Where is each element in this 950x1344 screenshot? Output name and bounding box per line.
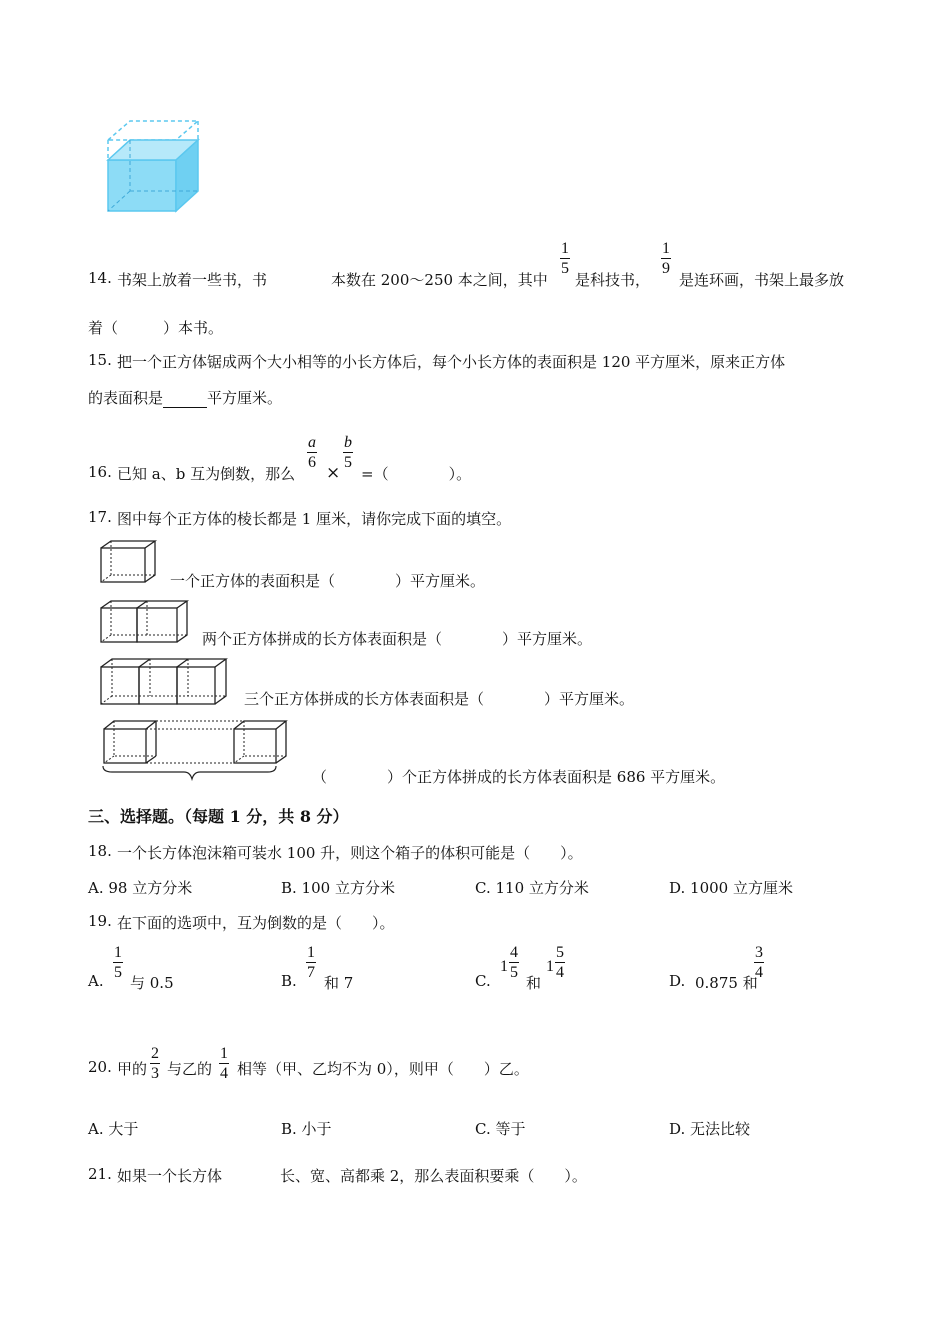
q20-fraction-1	[150, 1044, 160, 1083]
q19-option-c-int-2: 1	[546, 958, 554, 975]
q17-row-2: 两个正方体拼成的长方体表面积是（ ）平方厘米。	[202, 630, 593, 648]
fraction-numerator: 1	[220, 1045, 228, 1062]
fraction-denominator: 6	[308, 454, 316, 471]
fraction-numerator: 1	[307, 944, 315, 961]
q15-line-2-a: 的表面积是	[88, 389, 164, 407]
q20-option-d[interactable]: D. 无法比较	[669, 1120, 751, 1138]
q14-text-d: 是连环画，书架上最多放	[679, 271, 845, 289]
fraction-denominator: 5	[344, 454, 352, 471]
q15-number: 15.	[88, 351, 112, 369]
q19-stem: 在下面的选项中，互为倒数的是（ ）。	[117, 914, 395, 932]
three-cubes-figure	[100, 658, 228, 706]
q19-number: 19.	[88, 912, 112, 930]
fraction-denominator: 5	[561, 260, 569, 277]
q19-option-d-text: 0.875 和	[695, 974, 758, 992]
fraction-numerator: 5	[556, 944, 564, 961]
q20-text-b: 与乙的	[167, 1060, 213, 1078]
q19-option-b-text: 和 7	[324, 974, 354, 992]
fraction-numerator: 1	[662, 240, 670, 257]
q18-number: 18.	[88, 842, 112, 860]
fraction-numerator: 1	[114, 944, 122, 961]
q14-fraction-2	[661, 239, 671, 278]
q14-text-a: 书架上放着一些书，书	[117, 271, 268, 289]
q18-option-b[interactable]: B. 100 立方分米	[281, 879, 395, 897]
q19-option-c-fraction-1	[509, 943, 519, 982]
q17-number: 17.	[88, 508, 112, 526]
q19-option-c-int-1: 1	[500, 958, 508, 975]
answer-blank[interactable]	[163, 393, 207, 408]
q16-fraction-a	[307, 433, 317, 472]
q19-option-d-label[interactable]: D.	[669, 972, 686, 990]
fraction-numerator: 1	[561, 240, 569, 257]
q16-number: 16.	[88, 463, 112, 481]
q20-option-c[interactable]: C. 等于	[475, 1120, 526, 1138]
q17-intro: 图中每个正方体的棱长都是 1 厘米，请你完成下面的填空。	[117, 510, 512, 528]
q18-option-c[interactable]: C. 110 立方分米	[475, 879, 589, 897]
q19-option-b-fraction	[306, 943, 316, 982]
q14-number: 14.	[88, 269, 112, 287]
q15-line-1: 把一个正方体锯成两个大小相等的小长方体后，每个小长方体的表面积是 120 平方厘米，原来正方体	[117, 353, 786, 371]
fraction-denominator: 7	[307, 964, 315, 981]
q15-line-2	[88, 387, 282, 408]
q19-option-a-text: 与 0.5	[130, 974, 174, 992]
q19-option-b-label[interactable]: B.	[281, 972, 297, 990]
q21-number: 21.	[88, 1165, 112, 1183]
fraction-denominator: 4	[220, 1065, 228, 1082]
q17-row-1: 一个正方体的表面积是（ ）平方厘米。	[170, 572, 486, 590]
n-cubes-figure	[100, 720, 292, 782]
q21-text-a: 如果一个长方体	[117, 1167, 223, 1185]
q19-option-c-label[interactable]: C.	[475, 972, 491, 990]
one-cube-figure	[100, 540, 156, 584]
fraction-numerator: b	[344, 434, 352, 451]
q19-option-a-fraction	[113, 943, 123, 982]
q18-option-a[interactable]: A. 98 立方分米	[88, 879, 193, 897]
fraction-numerator: 2	[151, 1045, 159, 1062]
blue-cube-icon	[108, 121, 198, 211]
fraction-numerator: 4	[510, 944, 518, 961]
q21-text-b: 长、宽、高都乘 2，那么表面积要乘（ ）。	[280, 1167, 587, 1185]
q18-stem: 一个长方体泡沫箱可装水 100 升，则这个箱子的体积可能是（ ）。	[117, 844, 583, 862]
fraction-denominator: 9	[662, 260, 670, 277]
q14-text-b: 本数在 200～250 本之间，其中	[331, 271, 548, 289]
fraction-numerator: a	[308, 434, 316, 451]
two-cubes-figure	[100, 600, 190, 644]
fraction-denominator: 5	[510, 964, 518, 981]
q20-fraction-2	[219, 1044, 229, 1083]
q19-option-d-fraction	[754, 943, 764, 982]
q19-option-c-mid: 和	[526, 974, 542, 992]
section-heading: 三、选择题。（每题 1 分，共 8 分）	[88, 807, 349, 826]
q19-option-c-fraction-2	[555, 943, 565, 982]
q20-text-c: 相等（甲、乙均不为 0），则甲（ ）乙。	[237, 1060, 529, 1078]
q16-fraction-b	[343, 433, 353, 472]
q14-line-2: 着（ ）本书。	[88, 319, 224, 337]
q17-row-4: （ ）个正方体拼成的长方体表面积是 686 平方厘米。	[312, 768, 726, 786]
fraction-denominator: 4	[755, 964, 763, 981]
q18-option-d[interactable]: D. 1000 立方厘米	[669, 879, 793, 897]
fraction-denominator: 5	[114, 964, 122, 981]
q20-option-b[interactable]: B. 小于	[281, 1120, 332, 1138]
blue-cube-figure	[100, 118, 205, 218]
q17-row-3: 三个正方体拼成的长方体表面积是（ ）平方厘米。	[244, 690, 635, 708]
fraction-denominator: 4	[556, 964, 564, 981]
q14-text-c: 是科技书，	[575, 271, 651, 289]
fraction-numerator: 3	[755, 944, 763, 961]
q20-option-a[interactable]: A. 大于	[88, 1120, 139, 1138]
q16-text-a: 已知 a、b 互为倒数，那么	[117, 465, 296, 483]
q16-equals: =（ ）。	[361, 465, 472, 483]
q15-line-2-b: 平方厘米。	[207, 389, 283, 407]
q20-number: 20.	[88, 1058, 112, 1076]
q20-text-a: 甲的	[117, 1060, 148, 1078]
fraction-denominator: 3	[151, 1065, 159, 1082]
q19-option-a-label[interactable]: A.	[88, 972, 104, 990]
q14-fraction-1	[560, 239, 570, 278]
times-sign: ×	[326, 463, 341, 483]
